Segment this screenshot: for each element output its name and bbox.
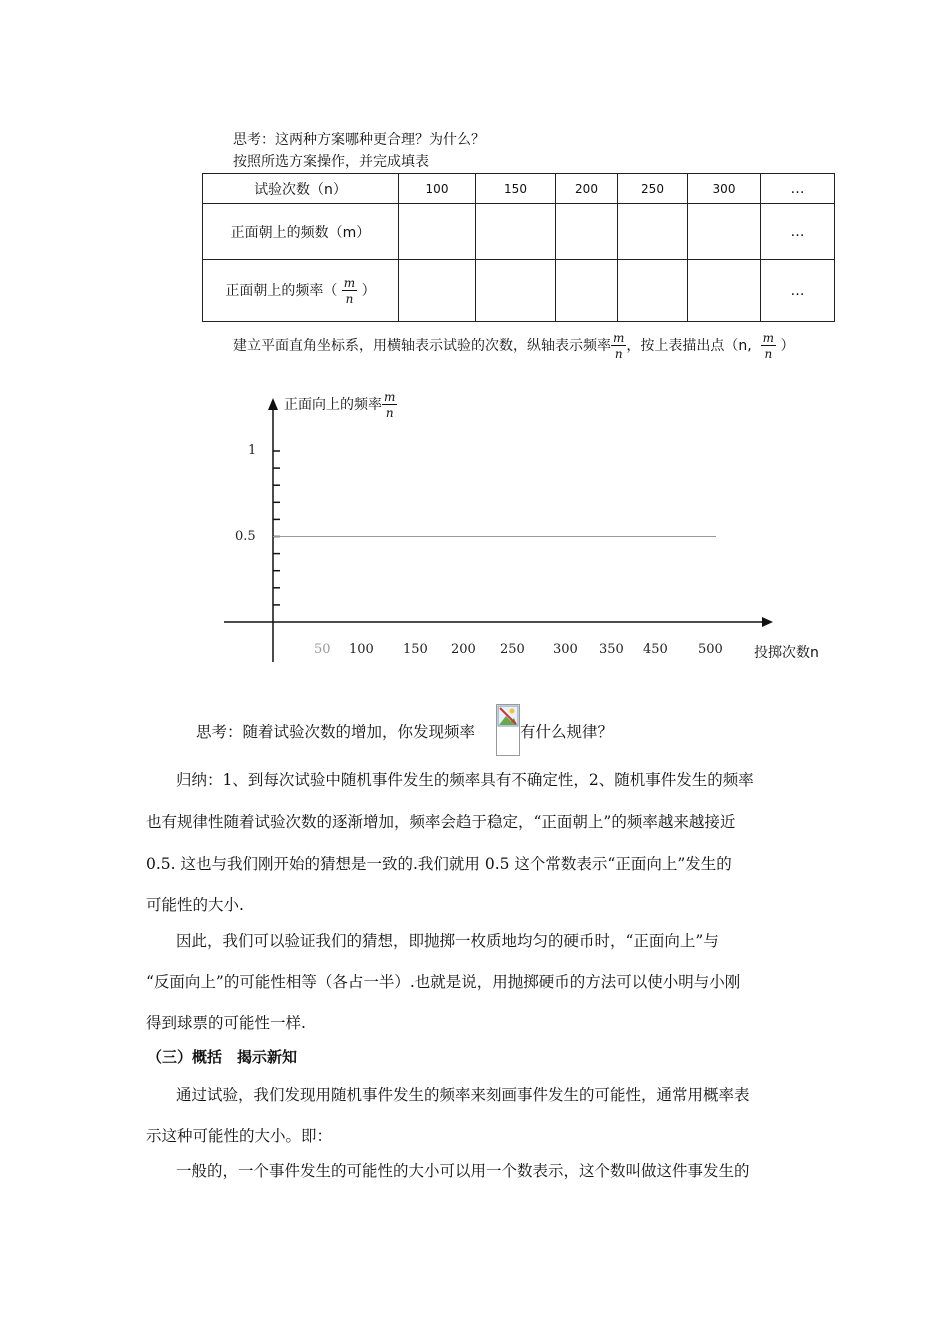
paragraph-line: 0.5. 这也与我们刚开始的猜想是一致的.我们就用 0.5 这个常数表示“正面向上”发生的 — [146, 855, 732, 873]
x-tick-label: 450 — [643, 642, 668, 657]
fraction-denominator: n — [614, 347, 623, 361]
x-tick-label: 300 — [553, 642, 578, 657]
trial-count-header: 试验次数（n） — [203, 174, 399, 204]
x-tick-label: 50 — [314, 642, 331, 657]
fill-table-instruction: 按照所选方案操作，并完成填表 — [233, 154, 429, 170]
think-question-2 — [196, 720, 475, 742]
ellipsis-cell: … — [761, 260, 835, 322]
paragraph-line: 因此，我们可以验证我们的猜想，即抛掷一枚质地均匀的硬币时，“正面向上”与 — [176, 932, 719, 950]
x-axis-arrow-icon — [762, 617, 773, 627]
x-tick-label: 200 — [451, 642, 476, 657]
y-tick-label: 0.5 — [235, 529, 256, 544]
paragraph-line: 也有规律性随着试验次数的逐渐增加，频率会趋于稳定，“正面朝上”的频率越来越接近 — [146, 813, 736, 831]
fraction-numerator: m — [762, 331, 775, 345]
fraction-m-over-n — [382, 391, 397, 419]
paragraph-line: 可能性的大小. — [146, 896, 244, 914]
x-tick-label: 350 — [599, 642, 624, 657]
heads-frequency-header: 正面朝上的频数（m） — [203, 204, 399, 260]
heads-rate-label: 正面朝上的频率（ — [225, 282, 338, 299]
trial-count-cell: 300 — [688, 174, 761, 204]
paragraph-line: 通过试验，我们发现用随机事件发生的频率来刻画事件发生的可能性，通常用概率表 — [176, 1086, 750, 1104]
paragraph-line: 示这种可能性的大小。即： — [146, 1127, 333, 1145]
trial-count-cell: 150 — [476, 174, 556, 204]
broken-image-icon — [496, 704, 520, 756]
close-paren: ） — [361, 282, 376, 299]
x-tick-label: 250 — [500, 642, 525, 657]
x-tick-label: 100 — [349, 642, 374, 657]
ellipsis-cell: … — [761, 204, 835, 260]
y-tick-label: 1 — [248, 443, 257, 458]
fraction-denominator: n — [385, 406, 394, 420]
paragraph-line: 一般的，一个事件发生的可能性的大小可以用一个数表示，这个数叫做这件事发生的 — [176, 1162, 750, 1180]
coord-instruction-text: ，按上表描出点（n, — [626, 338, 752, 354]
y-axis-arrow-icon — [268, 398, 278, 410]
think-question-1: 思考：这两种方案哪种更合理？为什么？ — [233, 132, 485, 148]
trial-count-cell: 200 — [556, 174, 618, 204]
trial-count-cell: 250 — [618, 174, 688, 204]
paragraph-line: 归纳：1、到每次试验中随机事件发生的频率具有不确定性，2、随机事件发生的频率 — [176, 771, 754, 789]
paragraph-line: 得到球票的可能性一样. — [146, 1014, 306, 1032]
y-axis-label — [284, 385, 397, 425]
x-tick-label: 500 — [698, 642, 723, 657]
fraction-numerator: m — [384, 390, 396, 404]
fraction-numerator: m — [613, 331, 625, 345]
coord-instruction-text: 建立平面直角坐标系，用横轴表示试验的次数，纵轴表示频率 — [233, 338, 611, 354]
fraction-denominator: n — [345, 291, 354, 306]
section-title: （三）概括 揭示新知 — [147, 1048, 298, 1066]
think-question-2-end: 有什么规律？ — [520, 723, 614, 741]
x-tick-label: 150 — [403, 642, 428, 657]
y-axis-label-text: 正面向上的频率 — [284, 397, 382, 413]
broken-image-glyph — [497, 705, 519, 727]
think-2-text: 思考：随着试验次数的增加，你发现频率 — [196, 723, 476, 741]
trial-count-cell: 100 — [399, 174, 476, 204]
fraction-denominator: n — [764, 347, 773, 361]
x-axis-label: 投掷次数n — [754, 645, 819, 661]
coord-instruction-text: ） — [780, 338, 795, 354]
paragraph-line: “反面向上”的可能性相等（各占一半）.也就是说，用抛掷硬币的方法可以使小明与小刚 — [146, 973, 741, 991]
ellipsis-cell: … — [761, 174, 835, 204]
fraction-numerator: m — [343, 275, 356, 290]
